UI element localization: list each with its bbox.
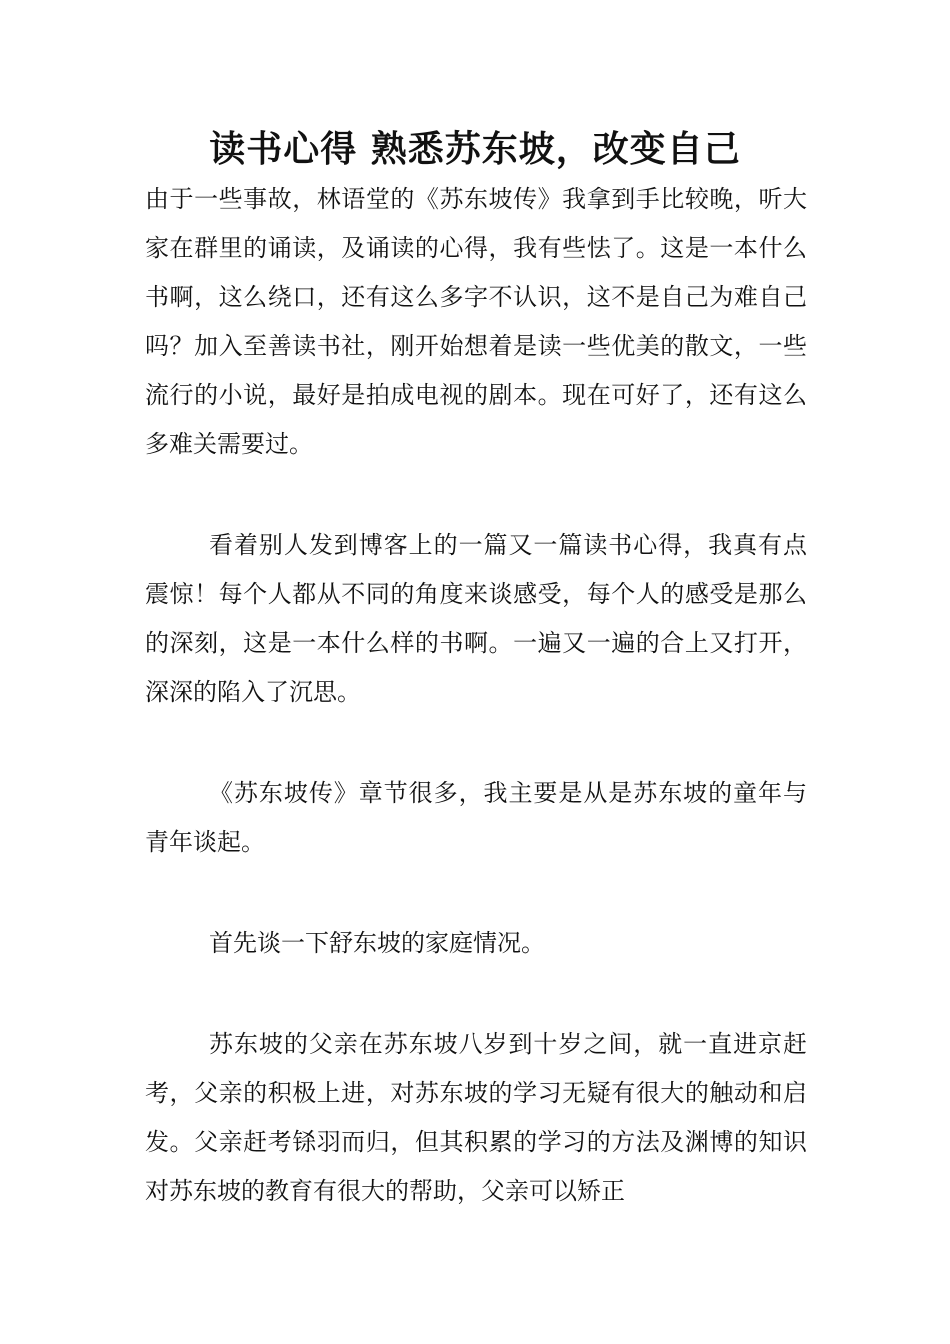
- document-body: [145, 175, 807, 1216]
- paragraph-1: 由于一些事故，林语堂的《苏东坡传》我拿到手比较晚，听大家在群里的诵读，及诵读的心得，我有些怯了。这是一本什么书啊，这么绕口，还有这么多字不认识，这不是自己为难自己吗？加入至善读书社，刚开始想着是读一些优美的散文，一些流行的小说，最好是拍成电视的剧本。现在可好了，还有这么多难关需要过。: [145, 185, 807, 458]
- paragraph-5: 苏东坡的父亲在苏东坡八岁到十岁之间，就一直进京赶考，父亲的积极上进，对苏东坡的学习无疑有很大的触动和启发。父亲赶考铩羽而归，但其积累的学习的方法及渊博的知识对苏东坡的教育有很大的帮助，父亲可以矫正: [145, 1030, 807, 1205]
- paragraph-3: 《苏东坡传》章节很多，我主要是从是苏东坡的童年与青年谈起。: [145, 779, 807, 856]
- paragraph-4: 首先谈一下舒东坡的家庭情况。: [209, 929, 545, 957]
- document-title: 读书心得 熟悉苏东坡，改变自己: [209, 129, 741, 170]
- paragraph-2: 看着别人发到博客上的一篇又一篇读书心得，我真有点震惊！每个人都从不同的角度来谈感受，每个人的感受是那么的深刻，这是一本什么样的书啊。一遍又一遍的合上又打开，深深的陷入了沉思。: [145, 531, 807, 706]
